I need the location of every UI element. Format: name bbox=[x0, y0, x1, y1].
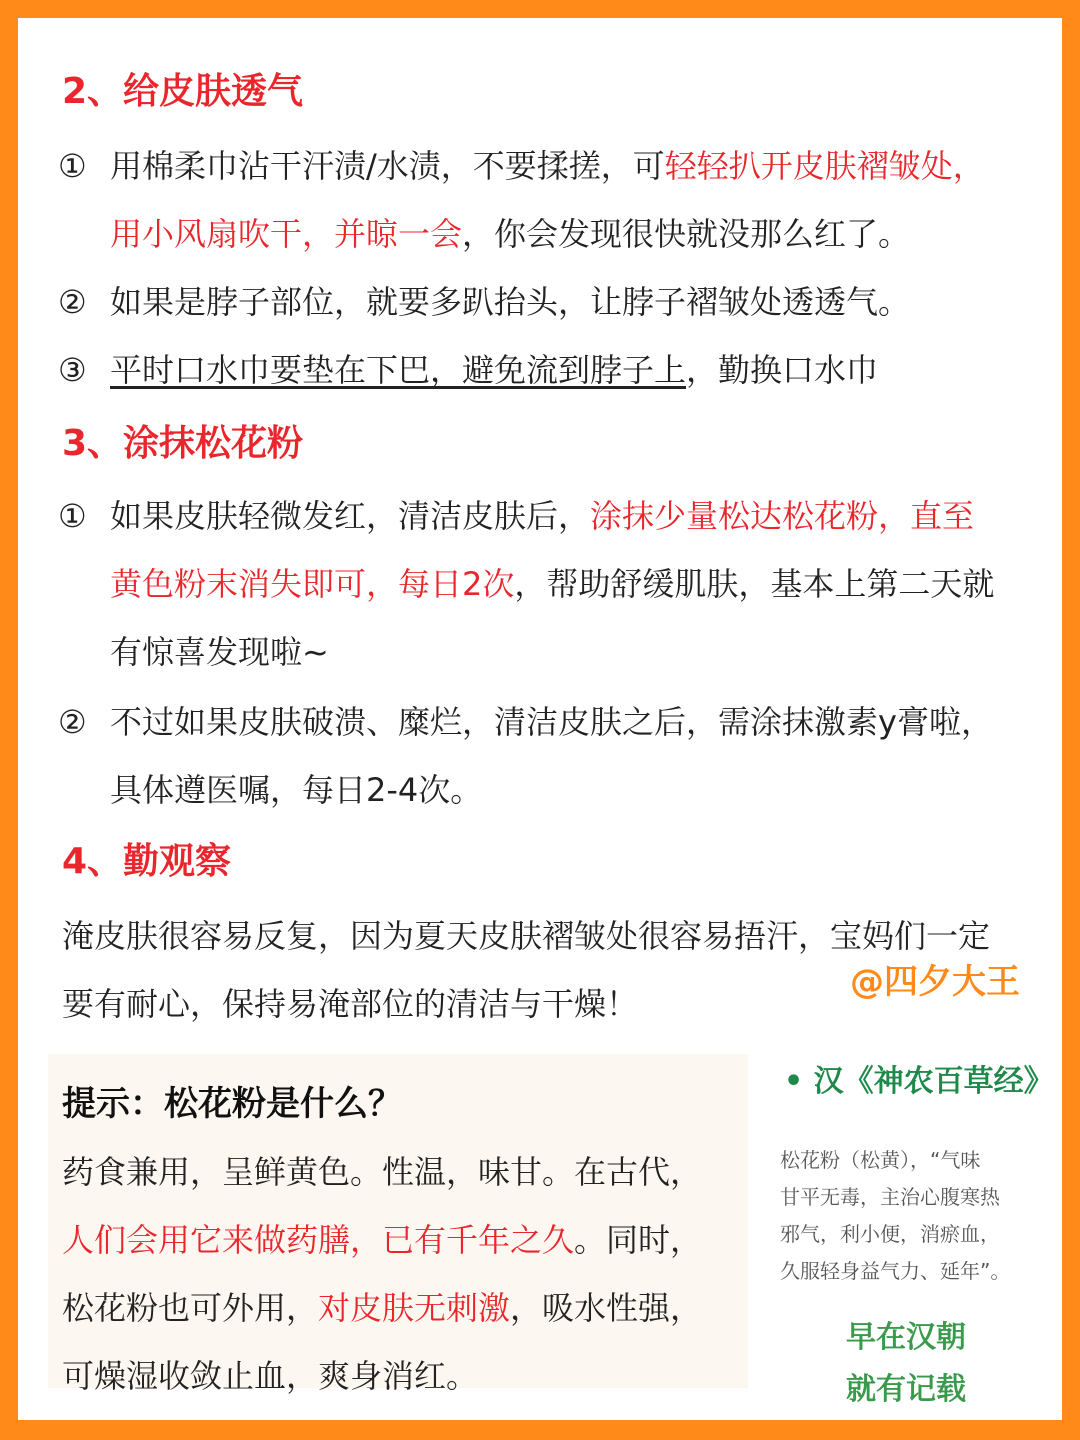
highlight-text: 用小风扇吹干，并晾一会 bbox=[110, 215, 463, 253]
section-2-item-3-line-1 bbox=[110, 348, 878, 392]
section-3-item-1-line-3: 有惊喜发现啦~ bbox=[110, 633, 329, 671]
highlight-text: 黄色粉末消失即可，每日2次 bbox=[110, 565, 515, 603]
section-4-title: 4、勤观察 bbox=[62, 841, 232, 882]
tip-line-2 bbox=[62, 1218, 702, 1262]
reference-note-line-2: 就有记载 bbox=[846, 1372, 966, 1407]
text: ，你会发现很快就没那么红了。 bbox=[462, 215, 911, 253]
quote-line: 松花粉（松黄），“气味 bbox=[780, 1148, 981, 1172]
tip-line-3 bbox=[62, 1286, 702, 1330]
author-signature: @四夕大王 bbox=[850, 962, 1020, 1002]
classic-reference-panel bbox=[762, 1054, 1054, 1407]
item-marker: ① bbox=[58, 497, 87, 535]
text: 如果皮肤轻微发红，清洁皮肤后， bbox=[110, 497, 591, 535]
quote-line: 久服轻身益气力、延年”。 bbox=[780, 1259, 1011, 1283]
item-marker: ② bbox=[58, 283, 87, 321]
tip-line-4: 可燥湿收敛止血，爽身消红。 bbox=[62, 1357, 479, 1395]
section-3-item-1-line-2 bbox=[110, 562, 994, 606]
item-marker: ② bbox=[58, 703, 87, 741]
highlight-text: 人们会用它来做药膳，已有千年之久 bbox=[62, 1221, 575, 1259]
text: 松花粉也可外用， bbox=[62, 1289, 319, 1327]
highlight-text: 对皮肤无刺激 bbox=[318, 1289, 511, 1327]
tip-line-1: 药食兼用，呈鲜黄色。性温，味甘。在古代， bbox=[62, 1153, 703, 1191]
section-3-item-2-line-2: 具体遵医嘱，每日2-4次。 bbox=[110, 771, 483, 809]
section-2-item-1-line-2 bbox=[110, 212, 910, 256]
tip-box bbox=[48, 1054, 748, 1395]
highlight-text: 涂抹少量松达松花粉，直至 bbox=[590, 497, 975, 535]
section-4-line-2: 要有耐心，保持易淹部位的清洁与干燥！ bbox=[62, 985, 639, 1023]
text: 。同时， bbox=[574, 1221, 703, 1259]
reference-title: • 汉《神农百草经》 bbox=[784, 1064, 1054, 1099]
section-3-item-2-line-1: 不过如果皮肤破溃、糜烂，清洁皮肤之后，需涂抹激素y膏啦， bbox=[110, 703, 993, 741]
highlight-text: 轻轻扒开皮肤褶皱处， bbox=[664, 147, 985, 185]
item-marker: ③ bbox=[58, 351, 87, 389]
text: ，勤换口水巾 bbox=[686, 351, 879, 389]
section-3-item-1-line-1 bbox=[110, 494, 974, 538]
section-2-item-2-line-1: 如果是脖子部位，就要多趴抬头，让脖子褶皱处透透气。 bbox=[110, 283, 911, 321]
quote-line: 邪气，利小便，消瘀血， bbox=[780, 1222, 1000, 1246]
reference-note-line-1: 早在汉朝 bbox=[846, 1320, 966, 1355]
item-marker: ① bbox=[58, 147, 87, 185]
tip-title: 提示：松花粉是什么？ bbox=[62, 1084, 402, 1124]
quote-line: 甘平无毒，主治心腹寒热 bbox=[780, 1185, 1000, 1209]
article-card bbox=[18, 18, 1062, 1420]
text: 用棉柔巾沾干汗渍/水渍，不要揉搓，可 bbox=[110, 147, 665, 185]
section-3-title: 3、涂抹松花粉 bbox=[62, 423, 304, 464]
section-2-title: 2、给皮肤透气 bbox=[62, 71, 304, 112]
section-4-line-1: 淹皮肤很容易反复，因为夏天皮肤褶皱处很容易捂汗，宝妈们一定 bbox=[62, 917, 991, 955]
underlined-text: 平时口水巾要垫在下巴，避免流到脖子上 bbox=[110, 351, 687, 389]
section-2-item-1-line-1 bbox=[110, 144, 985, 188]
text: ，帮助舒缓肌肤，基本上第二天就 bbox=[514, 565, 995, 603]
text: ，吸水性强， bbox=[510, 1289, 703, 1327]
